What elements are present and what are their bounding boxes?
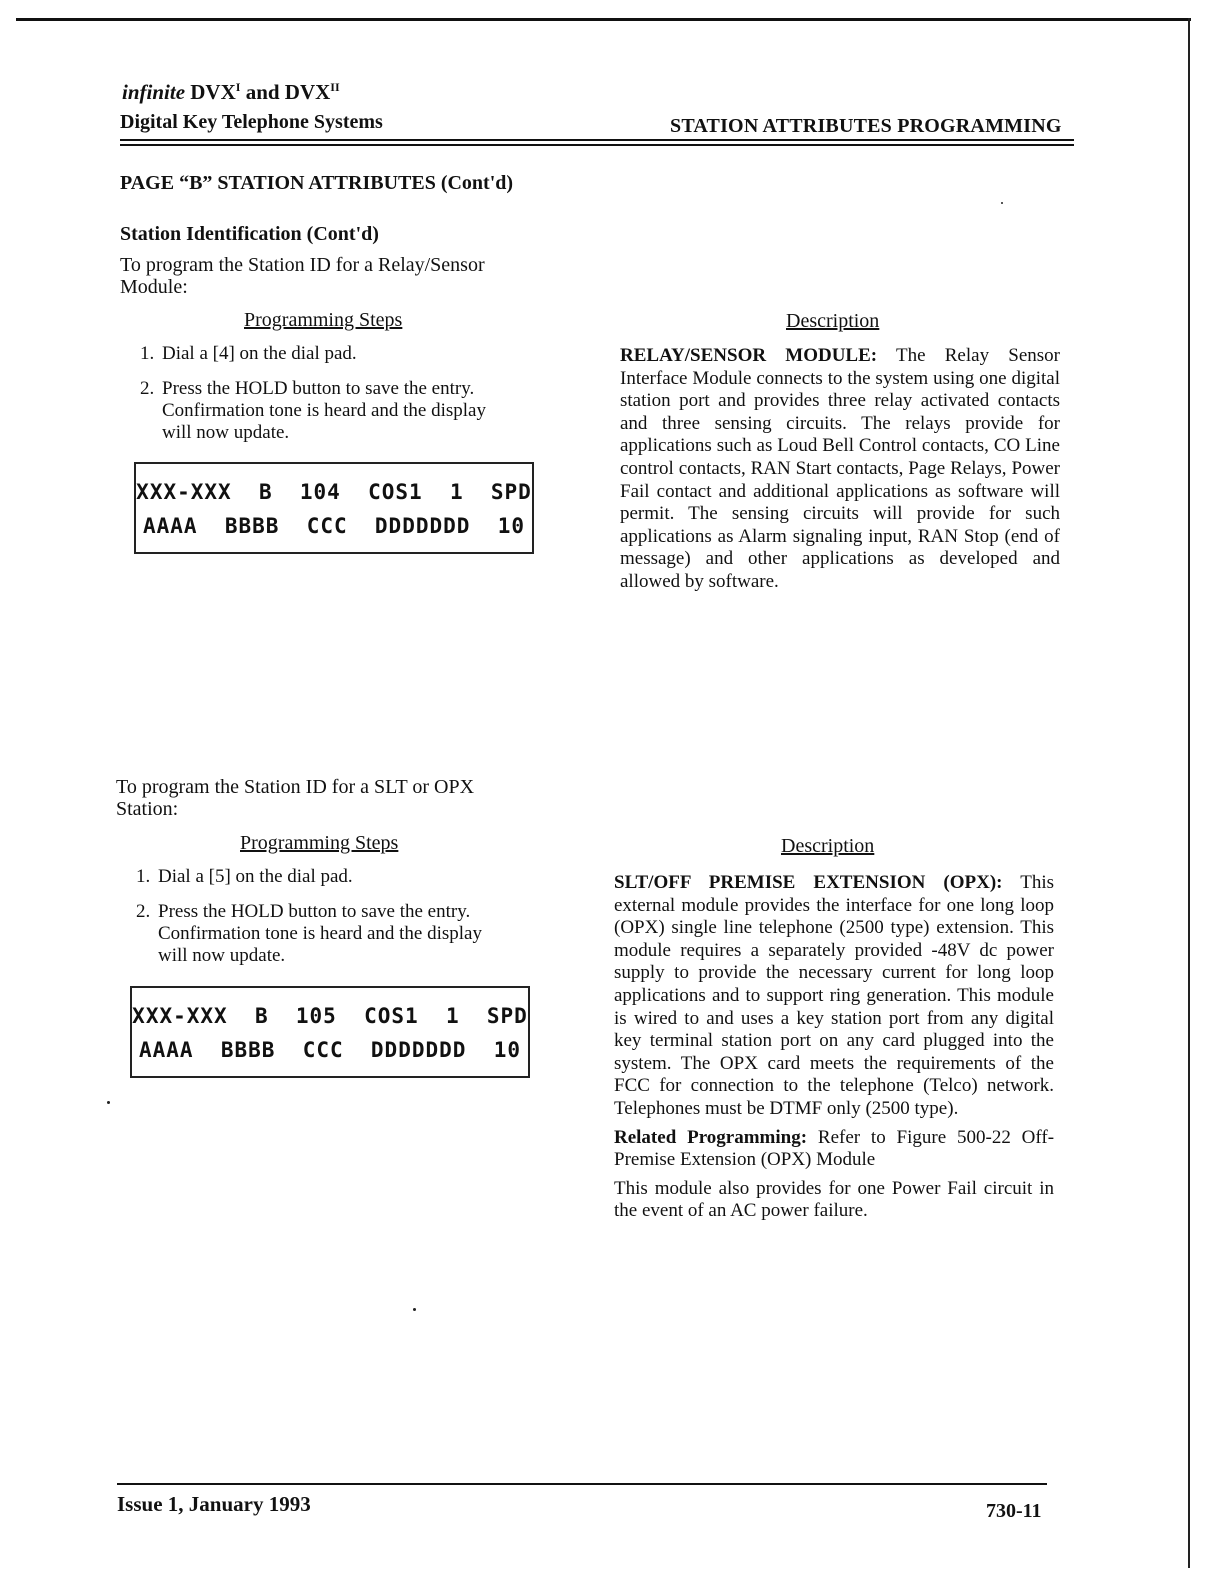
title-sup1: I	[235, 80, 241, 94]
scan-speck	[413, 1308, 416, 1311]
block1-lcd-line1: XXX-XXX B 104 COS1 1 SPD	[136, 480, 532, 504]
footer-rule	[117, 1483, 1047, 1485]
title-dvx1: DVX	[190, 80, 236, 104]
block2-lcd-line1: XXX-XXX B 105 COS1 1 SPD	[132, 1004, 528, 1028]
scan-speck	[1001, 202, 1003, 204]
block1-lcd-display	[134, 462, 534, 554]
header-section: STATION ATTRIBUTES PROGRAMMING	[670, 115, 1062, 137]
title-sup2: II	[330, 80, 340, 94]
block2-description: SLT/OFF PREMISE EXTENSION (OPX): This external module provides the interface for one long loop (OPX) single line telephone (2500 type) extension. This module requires a separately provided -48V dc power supply to provide the necessary current for long loop applications and to support ring generation. This module is wired to and uses a key station port from any digital key terminal station port on any card plugged into the system. The OPX card meets the requirements of the FCC for connection to the telephone (Telco) network. Telephones must be DTMF only (2500 type). Related Programming: Refer to Figure 500-22 Off-Premise Extension (OPX) Module This module also provides for one Power Fail circuit in the event of an AC power failure.	[614, 872, 1055, 1222]
power-fail-note: This module also provides for one Power Fail circuit in the event of an AC power failure.	[614, 1177, 1054, 1222]
header-rule	[120, 144, 1074, 146]
block2-desc-heading: Description	[781, 835, 875, 857]
scan-speck	[107, 1101, 110, 1104]
block1-description: RELAY/SENSOR MODULE: The Relay Sensor Interface Module connects to the system using one digital station port and provides three relay activated contacts and three sensing circuits. The relays provide for applications such as Loud Bell Control contacts, CO Line control contacts, RAN Start contacts, Page Relays, Power Fail contact and additional applications as software will permit. The sensing circuits will provide for such applications as Alarm signaling input, RAN Stop (end of message) and other applications as developed and allowed by software.	[620, 345, 1060, 592]
block1-desc-heading: Description	[786, 310, 880, 332]
section-title: Station Identification (Cont'd)	[120, 223, 379, 245]
page-title: PAGE “B” STATION ATTRIBUTES (Cont'd)	[120, 172, 514, 194]
block2-intro: To program the Station ID for a SLT or OPX Station:	[116, 776, 475, 820]
header-rule	[120, 139, 1074, 141]
block2-lcd-line2: AAAA BBBB CCC DDDDDDD 10	[138, 1038, 521, 1062]
top-border-rule	[16, 18, 1191, 21]
block1-step2: 2. Press the HOLD button to save the entry. Confirmation tone is heard and the display will now update.	[140, 378, 486, 443]
page-number: 730-11	[986, 1500, 1042, 1522]
block2-steps-heading: Programming Steps	[240, 832, 399, 854]
block2-step2: 2. Press the HOLD button to save the entry. Confirmation tone is heard and the display will now update.	[136, 901, 482, 966]
brand-name: infinite	[122, 80, 186, 104]
footer-issue: Issue 1, January 1993	[117, 1492, 311, 1516]
block1-intro: To program the Station ID for a Relay/Sensor Module:	[120, 254, 485, 298]
title-and-dvx2: and DVX	[245, 80, 331, 104]
block2-lcd-display	[130, 986, 530, 1078]
block2-step1: 1. Dial a [5] on the dial pad.	[136, 866, 353, 887]
right-border-rule	[1188, 18, 1190, 1568]
header-title	[122, 80, 340, 105]
block1-lcd-line2: AAAA BBBB CCC DDDDDDD 10	[142, 514, 525, 538]
header-subtitle: Digital Key Telephone Systems	[120, 111, 383, 133]
related-programming: Related Programming: Refer to Figure 500-22 Off-Premise Extension (OPX) Module	[614, 1126, 1055, 1171]
block1-step1: 1. Dial a [4] on the dial pad.	[140, 343, 357, 364]
block1-steps-heading: Programming Steps	[244, 309, 403, 331]
